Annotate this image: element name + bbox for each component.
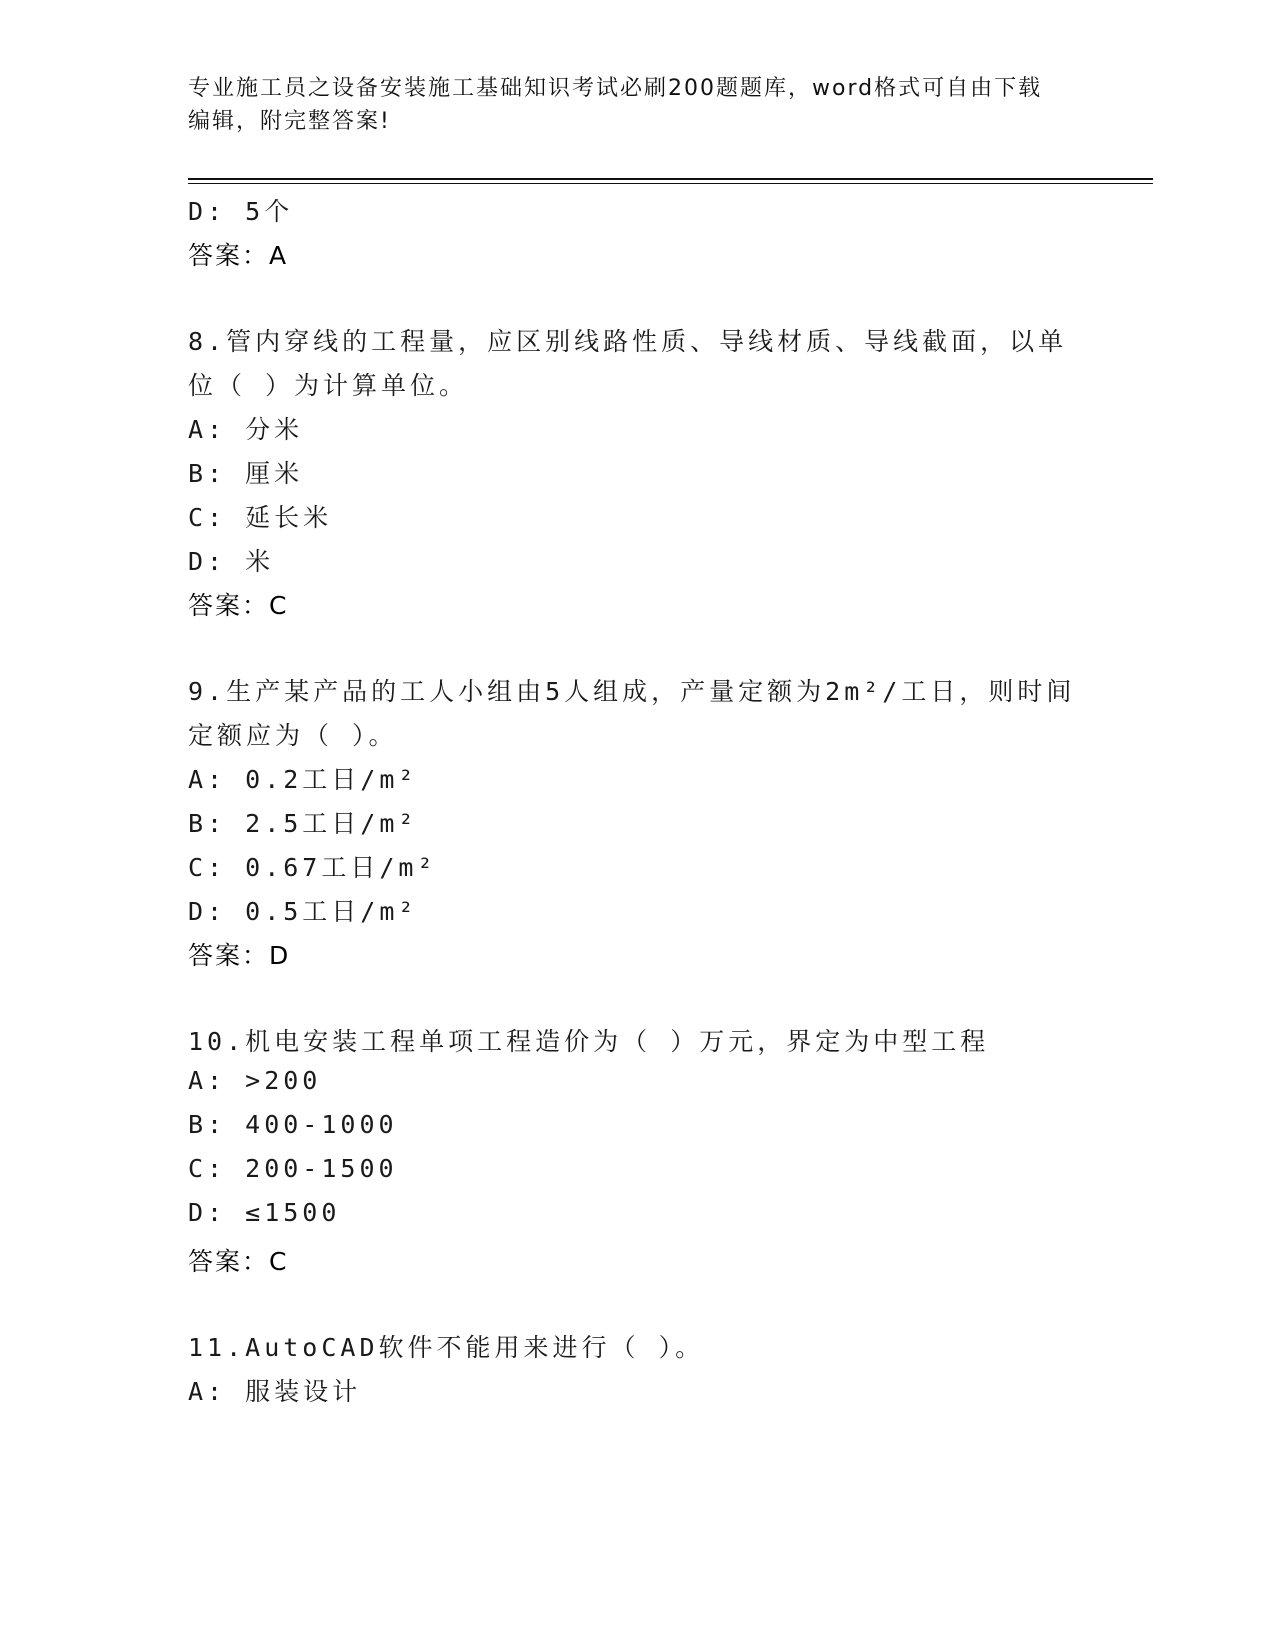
header-divider-thin — [188, 183, 1153, 184]
option-line: A: 分米 — [188, 415, 304, 444]
option-line: D: 米 — [188, 547, 275, 576]
answer-line: 答案：C — [188, 591, 289, 620]
answer-line: 答案：D — [188, 941, 291, 970]
header-line-1: 专业施工员之设备安装施工基础知识考试必刷200题题库，word格式可自由下载 — [188, 76, 1043, 101]
question-line: 10.机电安装工程单项工程造价为（ ）万元，界定为中型工程 — [188, 1027, 990, 1056]
option-line: A: >200 — [188, 1066, 322, 1095]
question-line: 定额应为（ ）。 — [188, 721, 398, 750]
header-line-2: 编辑，附完整答案! — [188, 109, 391, 134]
option-line: C: 200-1500 — [188, 1154, 398, 1183]
option-line: A: 0.2工日/m² — [188, 765, 418, 794]
option-line: D: ≤1500 — [188, 1198, 341, 1227]
option-line: D: 5个 — [188, 197, 294, 226]
option-line: B: 400-1000 — [188, 1110, 398, 1139]
question-line: 8.管内穿线的工程量，应区别线路性质、导线材质、导线截面，以单 — [188, 327, 1068, 356]
question-line: 9.生产某产品的工人小组由5人组成，产量定额为2m²/工日，则时间 — [188, 677, 1076, 706]
answer-line: 答案：A — [188, 241, 289, 270]
question-line: 位（ ）为计算单位。 — [188, 371, 469, 400]
answer-line: 答案：C — [188, 1247, 289, 1276]
option-line: D: 0.5工日/m² — [188, 897, 418, 926]
option-line: B: 2.5工日/m² — [188, 809, 418, 838]
option-line: C: 延长米 — [188, 503, 333, 532]
option-line: C: 0.67工日/m² — [188, 853, 437, 882]
document-header — [188, 72, 1088, 138]
option-line: B: 厘米 — [188, 459, 304, 488]
header-divider-thick — [188, 178, 1153, 180]
question-line: 11.AutoCAD软件不能用来进行（ ）。 — [188, 1333, 705, 1362]
option-line: A: 服装设计 — [188, 1377, 362, 1406]
